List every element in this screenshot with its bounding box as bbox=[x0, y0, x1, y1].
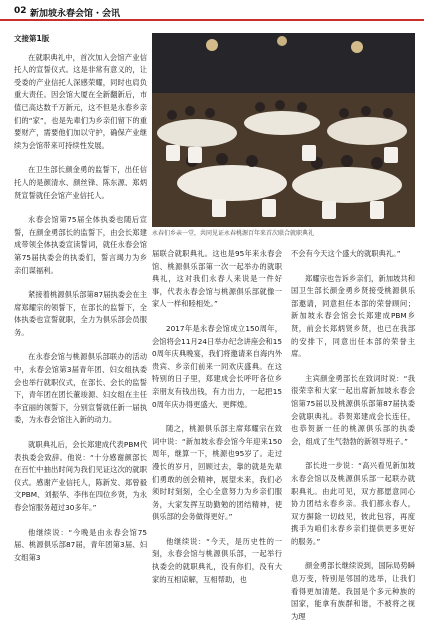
paragraph: 2017年是永春会馆成立150周年，会馆将会11月24日举办纪念讲座会和150周年庆典晚宴，我们将邀请来自海内外贵宾、乡亲们前来一同欢庆盛典。在这特别的日子里，郑建成会长呼吁各位乡亲朋友有钱出钱，有力出力，一起把150周年庆办得更盛大、更辉煌。 bbox=[152, 323, 283, 409]
paragraph: 郑耀宗也告诉乡亲们，新加坡共和国卫生部长颜金勇乡贤接受桃源俱乐部邀请，同意担任本部的荣誉顾问；新加坡永春会馆会长郑建成PBM乡贤，前会长郑炳贤乡贤，也已在我部的安排下，同意出任本部的荣誉主席。 bbox=[291, 273, 415, 359]
continued-from-label: 文接第1版 bbox=[14, 34, 50, 43]
paragraph: 在卫生部长颜金勇的监誓下，出任信托人的是颜清水、颜丝锋、陈东源、郑炳贤宣誓就任会馆产业信托人。 bbox=[14, 165, 147, 200]
photo-caption: 永春们乡亲一堂，共同见证永春桃源百年来首次联合就职典礼 bbox=[152, 230, 315, 237]
article-column-3 bbox=[291, 248, 415, 635]
article-column-1 bbox=[14, 33, 147, 576]
paragraph: 永春会馆第75届全体执委也随后宣誓，在颜金勇部长的监誓下，由会长郑建成带领全体执委宣读誓词，就任永春会馆第75届执委会的执委们，誓言竭力为乡亲们谋福利。 bbox=[14, 215, 147, 275]
paragraph: 部长进一步说：“高兴看见新加坡永春会馆以及桃源俱乐部一起联办就职典礼。由此可见，双方都愿意同心协力团结永春乡亲。我们都永春人，双方摒除一切歧见，彼此包容，再度携手为咱们永春乡亲们提供更多更好的服务。” bbox=[291, 461, 415, 546]
paragraph: 在就职典礼中，首次加入会馆产业信托人的宣誓仪式。这是非常有意义的，让受委的产业信托人深感荣耀，同时也肩负重大责任。因会馆大厦在全新翻新后，市值已高达数千万新元，这不但是永春乡亲们的“家”，也是先辈们为乡亲们留下的重要财产，需要他们加以守护，确保产业继续为会馆带来可持续性发展。 bbox=[14, 52, 147, 150]
paragraph: 届联合就职典礼。这也是95年来永春会馆、桃源俱乐部第一次一起举办的就职典礼，这对我们永春人来说是一件好事，代表永春会馆与桃源俱乐部就像一家人一样和睦相处。” bbox=[152, 249, 282, 309]
paragraph: 主宾颜金勇部长在致词时说：“我很荣幸和大家一起出席新加坡永春会馆第75届以及桃源俱乐部第87届执委会就职典礼。恭贺郑建成会长连任，也恭贺新一任的桃源俱乐部的执委会，组成了生气勃勃的新领导班子。” bbox=[291, 373, 415, 446]
newsletter-title: 新加坡永春会馆・会讯 bbox=[30, 9, 121, 19]
paragraph: 不会有今天这个盛大的就职典礼。” bbox=[291, 249, 401, 258]
banquet-photo bbox=[152, 33, 415, 227]
page-header bbox=[0, 0, 424, 22]
paragraph: 他继续说：“今天，是历史性的一刻，永春会馆与桃源俱乐部，一起举行执委会的就职典礼，没有你们，没有大家的互相谅解，互相帮助，也 bbox=[152, 536, 282, 584]
article-column-2 bbox=[152, 248, 282, 598]
paragraph: 颜金勇部长继续说到，国际局势瞬息万变，特别是邻国的选举，让我们看得更加清楚。我国是个多元种族的国家，能拿有族群和谐，不被将之视为理 bbox=[291, 561, 415, 621]
page-number: 02 bbox=[14, 6, 27, 16]
paragraph: 随之，桃源俱乐部主席郑耀宗在致词中说：“新加坡永春会馆今年迎来150周年，继算一下，桃源也95岁了。走过漫长的岁月，回顾过去，靠的就是先辈们勇敢的创会精神，展望未来，我们必须时时刻刻，全心全意努力为乡亲们服务，大家发挥互助勤勉的团结精神，使俱乐部的会务做得更好。” bbox=[152, 424, 282, 522]
header-divider bbox=[0, 19, 424, 21]
paragraph: 在永春会馆与桃源俱乐部联办的活动中，永春会馆第3届青年团、妇女组执委会也举行就职仪式，在部长、会长的监誓下，青年团在团长董竣源、妇女组在主任李宜丽的领誓下，分别宣誓就任新一届执委，为永春会馆注入新的动力。 bbox=[14, 352, 147, 425]
paragraph: 他继续说：“今晚是由永春会馆75届、桃源俱乐部87届，青年团第3届、妇女组第3 bbox=[14, 527, 147, 562]
paragraph: 就职典礼后，会长郑建成代表PBM代表执委会致辞。他说：“十分感谢颜部长在百忙中抽出时间为我们见证这次的就职仪式。感谢产业信托人，陈新发、郑曾毅文PBM、刘振华、李伟在四位乡贤，为永春会馆服务超过30多年。” bbox=[14, 440, 147, 512]
paragraph: 紧接着桃源俱乐部第87届执委会在主席郑耀宗的领誓下，在部长的监誓下，全体执委也宣誓就职，全力为俱乐部会员服务。 bbox=[14, 290, 147, 337]
